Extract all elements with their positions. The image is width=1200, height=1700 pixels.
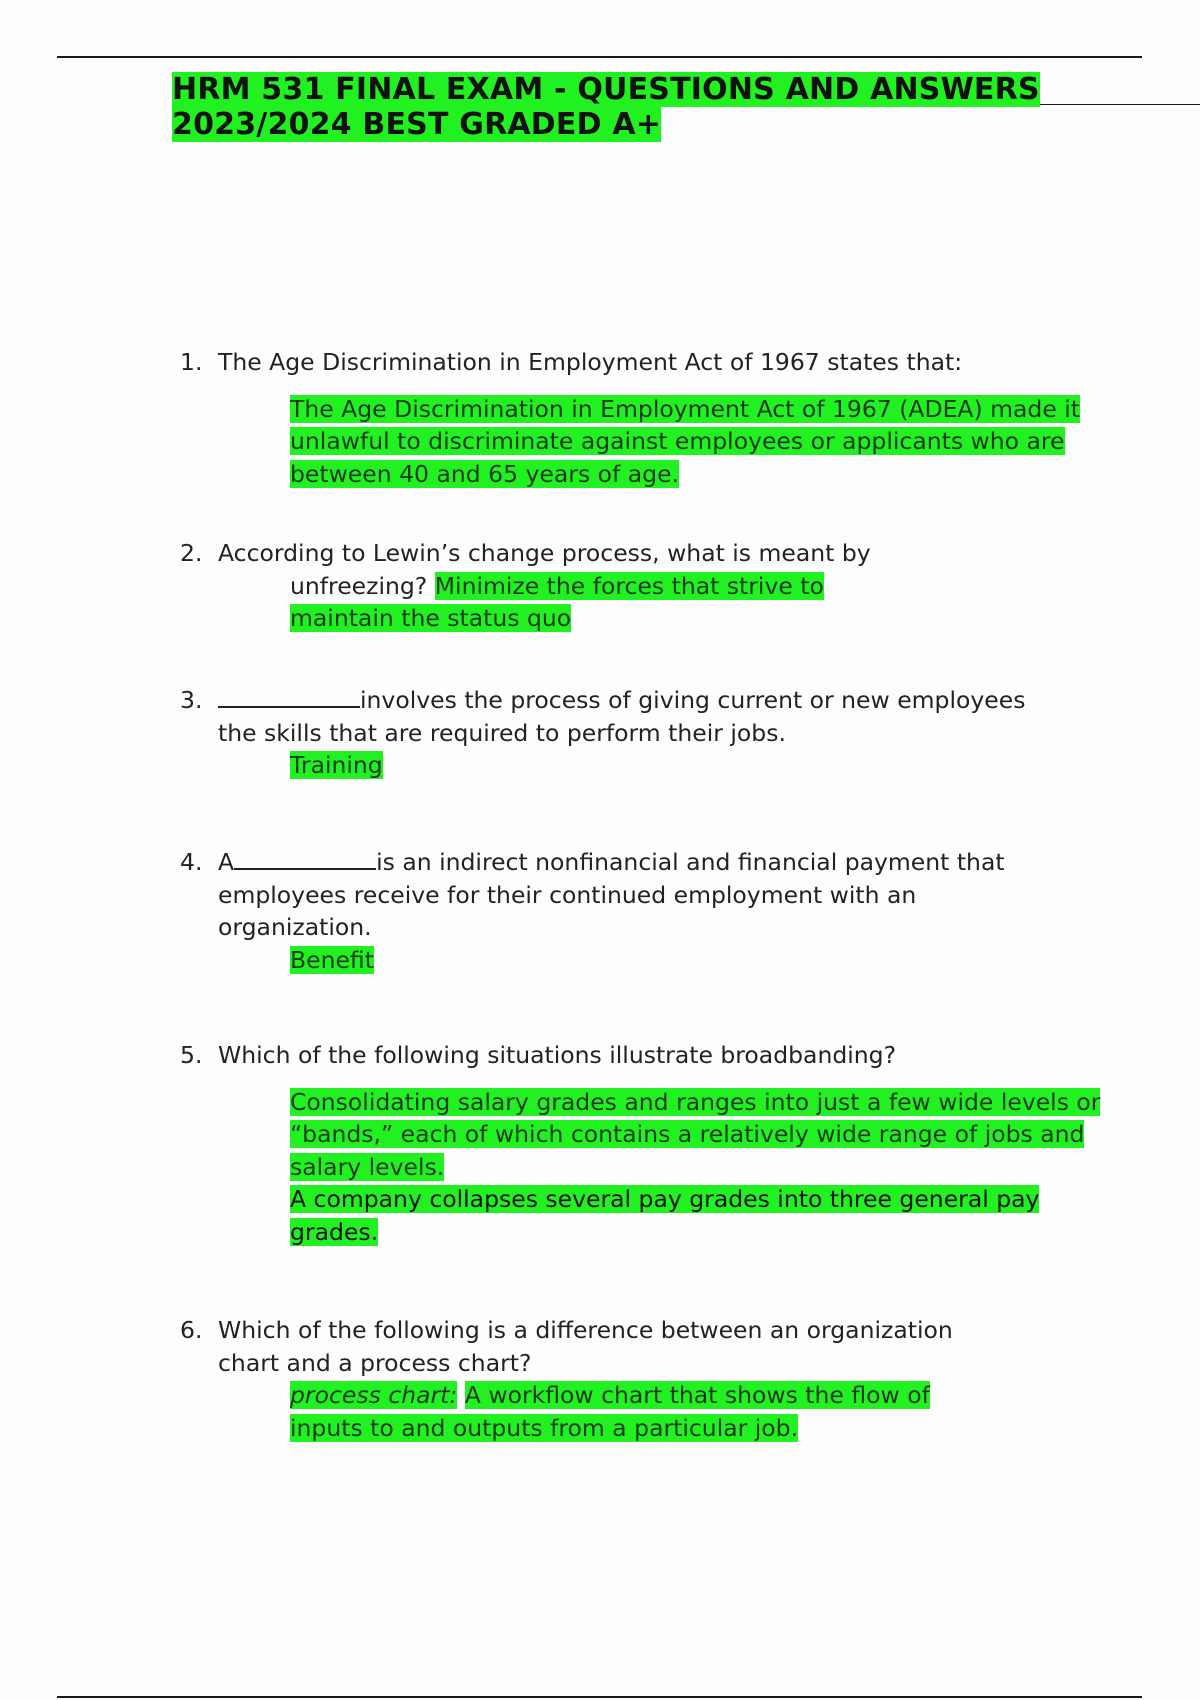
title-line-1: HRM 531 FINAL EXAM - QUESTIONS AND ANSWERS xyxy=(172,72,1040,107)
question-number: 1. xyxy=(180,348,203,376)
answer xyxy=(290,1086,1120,1249)
question-2 xyxy=(180,537,1110,635)
document-title xyxy=(172,72,1040,142)
question-stem-continued: unfreezing? xyxy=(290,571,428,600)
question-number: 2. xyxy=(180,539,203,567)
question-1 xyxy=(180,346,1110,490)
fill-in-blank xyxy=(218,684,360,708)
question-number: 5. xyxy=(180,1041,203,1069)
answer-text-1: Consolidating salary grades and ranges into just a few wide levels or “bands,” each of which contains a relatively wide range of jobs and salary levels. xyxy=(290,1087,1101,1181)
answer xyxy=(290,393,1110,491)
title-line-2: 2023/2024 BEST GRADED A+ xyxy=(172,107,662,142)
question-6 xyxy=(180,1314,1110,1444)
bottom-rule xyxy=(57,1696,1142,1698)
question-5 xyxy=(180,1039,1110,1248)
question-stem: is an indirect nonfinancial and financial payment that employees receive for their continued employment with an organization. xyxy=(218,848,1005,941)
answer-text: Training xyxy=(290,751,383,779)
answer xyxy=(290,749,1110,782)
title-underline xyxy=(1040,104,1200,105)
answer-text: The Age Discrimination in Employment Act of 1967 (ADEA) made it unlawful to discriminate against employees or applicants who are between 40 and 65 years of age. xyxy=(290,394,1081,488)
top-rule xyxy=(57,56,1142,58)
answer-text: Benefit xyxy=(290,945,374,974)
question-stem-wrapper xyxy=(218,846,1038,944)
answer xyxy=(290,570,1110,635)
question-stem-lead: A xyxy=(218,848,235,876)
answer-text-2: A company collapses several pay grades into three general pay grades. xyxy=(290,1185,1040,1246)
answer xyxy=(290,1379,1110,1444)
question-stem: The Age Discrimination in Employment Act of 1967 states that: xyxy=(218,348,963,376)
answer-line-1: A workflow chart that shows the flow of xyxy=(464,1381,930,1409)
question-number: 3. xyxy=(180,686,203,714)
question-stem: According to Lewin’s change process, what is meant by xyxy=(218,539,871,567)
question-number: 6. xyxy=(180,1316,203,1344)
question-stem-wrapper xyxy=(218,684,1068,749)
answer-line-2: inputs to and outputs from a particular job. xyxy=(290,1413,799,1442)
fill-in-blank xyxy=(234,846,376,870)
question-stem: involves the process of giving current or new employees the skills that are required to perform their jobs. xyxy=(218,686,1026,747)
answer-line-2: maintain the status quo xyxy=(290,604,572,632)
answer-line-1: Minimize the forces that strive to xyxy=(434,571,824,600)
question-stem: Which of the following situations illustrate broadbanding? xyxy=(218,1041,897,1069)
answer xyxy=(290,944,1110,977)
question-stem: Which of the following is a difference between an organization chart and a process chart? xyxy=(218,1316,953,1377)
answer-term: process chart: xyxy=(290,1381,458,1409)
question-4 xyxy=(180,846,1110,976)
question-3 xyxy=(180,684,1110,782)
question-number: 4. xyxy=(180,848,203,876)
